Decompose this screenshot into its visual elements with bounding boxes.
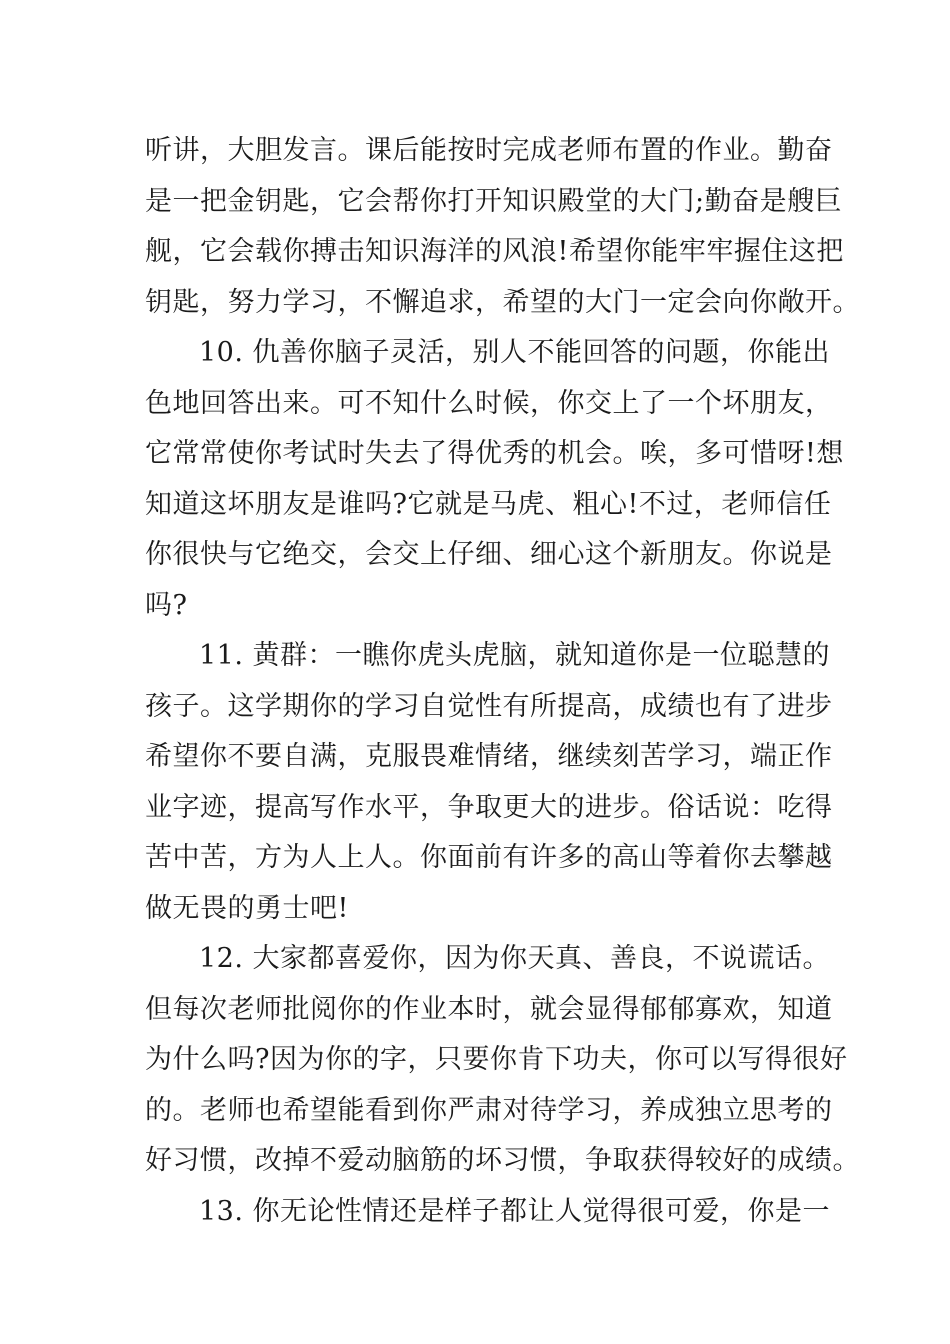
text-line: 你很快与它绝交，会交上仔细、细心这个新朋友。你说是 [145,539,833,570]
text-line: 做无畏的勇士吧! [145,892,349,924]
text-line: 听讲，大胆发言。课后能按时完成老师布置的作业。勤奋 [145,135,833,166]
paragraph-start-line: 13. 你无论性情还是样子都让人觉得很可爱，你是一 [199,1195,831,1227]
text-line: 但每次老师批阅你的作业本时，就会显得郁郁寡欢，知道 [145,993,833,1025]
text-line: 好习惯，改掉不爱动脑筋的坏习惯，争取获得较好的成绩。 [145,1145,860,1176]
text-line: 色地回答出来。可不知什么时候，你交上了一个坏朋友， [145,387,833,419]
paragraph-start-line: 11. 黄群：一瞧你虎头虎脑，就知道你是一位聪慧的 [199,640,831,671]
text-line: 是一把金钥匙，它会帮你打开知识殿堂的大门;勤奋是艘巨 [145,185,843,217]
paragraph-start-line: 12. 大家都喜爱你，因为你天真、善良，不说谎话。 [199,943,831,974]
text-line: 吗? [145,589,188,621]
text-line: 的。老师也希望能看到你严肃对待学习，养成独立思考的 [145,1094,833,1126]
text-line: 知道这坏朋友是谁吗?它就是马虎、粗心!不过，老师信任 [145,488,832,520]
text-line: 它常常使你考试时失去了得优秀的机会。唉，多可惜呀!想 [145,438,844,469]
text-line: 舰，它会载你搏击知识海洋的风浪!希望你能牢牢握住这把 [145,236,844,267]
text-line: 为什么吗?因为你的字，只要你肯下功夫，你可以写得很好 [145,1044,848,1075]
text-line: 希望你不要自满，克服畏难情绪，继续刻苦学习，端正作 [145,741,833,772]
text-line: 苦中苦，方为人上人。你面前有许多的高山等着你去攀越 [145,842,833,873]
text-line: 孩子。这学期你的学习自觉性有所提高，成绩也有了进步 [145,690,833,722]
text-line: 钥匙，努力学习，不懈追求，希望的大门一定会向你敞开。 [145,286,860,318]
body-text [145,126,860,1237]
paragraph-start-line: 10. 仇善你脑子灵活，别人不能回答的问题，你能出 [199,337,831,368]
text-line: 业字迹，提高写作水平，争取更大的进步。俗话说：吃得 [145,791,833,823]
